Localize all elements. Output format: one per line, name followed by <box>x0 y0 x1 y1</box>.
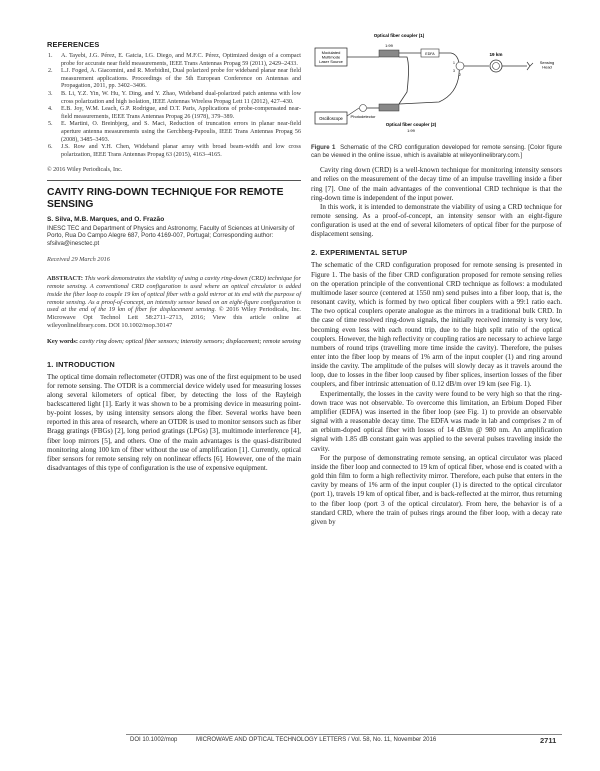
paragraph: The schematic of the CRD configuration proposed for remote sensing is presented in Figure 1. The basis of the fiber CRD configuration proposed for remote sensing relies on the operation principle of the conventional CRD technique as follows: a modulated multimode laser source (centered at 1550 nm) send pulses into a fiber loop, that is, the resonant cavity, which is formed by two optical fiber couplers with a 99:1 ratio each. The two optical couplers operate analogue as the mirrors in a traditional bulk CRD. In the case of time resolved ring-down signals, the initially received intensity is very low, becoming even less with each round trip, due to the high split ratio of the optical couplers. However, the high reflectivity or coupling ratios are necessary to achieve large numbers of round trips (travelling more time inside the cavity). Therefore, the pulses enter into the fiber loop by means of 1% arm of the input coupler (1) and ring around inside the cavity. The amplitude of the pulses will slowly decay as it travels around the loop, due to losses in the fiber loop caused by fiber splices, insertion losses of the fiber couplers, and fiber intrinsic attenuation of 0.12 dB/m over 19 km (see Fig. 1). <box>311 261 562 389</box>
reference-item <box>47 121 301 144</box>
received-date: Received 29 March 2016 <box>47 256 110 264</box>
coupler-2-ratio: 1:99 <box>407 128 415 133</box>
sensing-head-icon <box>527 62 533 70</box>
setup-body <box>311 261 562 527</box>
reference-text: B. Li, Y.Z. Yin, W. Hu, Y. Ding, and Y. Zhao, Wideband dual-polarized patch antenna with low cross polarization and high isolation, IEEE Antennas Wireless Propag Lett 11 (2012), 427–430. <box>61 90 301 105</box>
circulator-symbol <box>456 62 464 70</box>
reference-number: 1. <box>48 53 53 59</box>
figure-caption-label: Figure 1 <box>311 144 336 151</box>
fiber-spool-icon <box>490 60 502 72</box>
edfa-label: EDFA <box>425 52 435 56</box>
reference-number: 3. <box>48 90 53 97</box>
reference-item <box>47 106 301 121</box>
schematic-diagram <box>311 30 562 138</box>
references-copyright: © 2016 Wiley Periodicals, Inc. <box>47 167 123 174</box>
fiber-length-label: 19 km <box>489 52 503 57</box>
introduction-paragraph: The optical time domain reflectometer (OTDR) was one of the first equipment to be used for remote sensing. The OTDR is a commercial device widely used for measuring losses along several kilometers of optical fiber, by detecting the loss of the Rayleigh backscattered light [1]. Early it was shown to be a promising device in measuring point-by-point losses, by using intensity sensors along the fiber. Several works have been reported in this area of research, where an OTDR is used to monitor sensors such as fiber Bragg gratings (FBGs) [2], long period gratings (LPGs) [3], multimode interference [4], fiber loop mirrors [5], and others. One of the main advantages is the quasi-distributed monitoring along 100 km of fiber without the use of amplification [1]. Currently, optical fiber sensors for remote sensing rely on nonlinear effects [6]. However, one of the main disadvantages of this type of configuration is the use of expensive equipment. <box>47 372 301 473</box>
photodetector-icon <box>360 105 367 112</box>
figure-caption-text: Schematic of the CRD configuration developed for remote sensing. [Color figure can be viewed in the online issue, which is available at wileyonlinelibrary.com.] <box>311 144 563 159</box>
figure-1 <box>311 30 562 138</box>
reference-text: A. Tayebi, J.G. Pérez, E. Gatcia, I.G. Diego, and M.F.C. Pérez, Optimized design of a compact probe for accurate near field measurements, IEEE Trans Antennas Propag 59 (2011), 2429–2433. <box>61 53 301 67</box>
reference-item <box>47 91 301 106</box>
keywords <box>47 338 301 346</box>
article-affiliation: INESC TEC and Department of Physics and Astronomy, Faculty of Sciences at University of Porto, Rua Do Campo Alegre 687, Porto 4169-007, Portugal; Corresponding author: sfsilva@inesctec.pt <box>47 224 295 247</box>
footer-journal: MICROWAVE AND OPTICAL TECHNOLOGY LETTERS / Vol. 58, No. 11, November 2016 <box>196 737 437 743</box>
coupler-1 <box>379 50 399 57</box>
reference-text: J.S. Row and Y.H. Chen, Wideband planar array with broad beam-width and low cross polarization, IEEE Trans Antennas Propag 63 (2015), 4163–4165. <box>61 144 301 158</box>
footer-rule <box>126 734 562 735</box>
divider <box>47 180 301 181</box>
sensing-head-label: Sensing Head <box>539 60 555 70</box>
references-heading: REFERENCES <box>47 40 100 49</box>
page-number: 2711 <box>540 736 557 745</box>
laser-label: Modulated Multimode Laser Source <box>319 50 343 65</box>
reference-item <box>47 68 301 91</box>
circulator-port-label: 1 <box>453 61 455 65</box>
paragraph: For the purpose of demonstrating remote sensing, an optical circulator was placed inside the fiber loop and connected to 19 km of optical fiber, whose end is coated with a gold thin film to form a high reflectivity mirror. Therefore, each pulse that enters in the cavity by means of 1% arm of the input coupler (1) is directed to the optical circulator (port 1), travels 19 km of optical fiber, and is back-reflected at the mirror, thus returning to the fiber loop (port 3 of the optical circulator). From here, the behavior is of a standard CRD, where the train of pulses rings around the fiber loop, with a decay rate given by <box>311 453 562 526</box>
paragraph: Experimentally, the losses in the cavity were found to be very high so that the ring-down trace was not observable. To overcome this limitation, an Erbium Doped Fiber amplifier (EDFA) was inserted in the fiber loop (see Fig. 1) to provide an observable signal with a reasonable decay time. The EDFA was made in lab and comprises 2 m of an erbium-doped optical fiber with losses of 14 dB/m @ 980 nm. An amplification signal with 1.85 dB constant gain was applied to the several pulses traveling inside the cavity. <box>311 389 562 453</box>
right-intro-body <box>311 166 562 239</box>
coupler-1-ratio: 1:99 <box>385 43 393 48</box>
reference-list <box>47 53 301 159</box>
photodetector-label: Photodetector <box>350 114 376 119</box>
keywords-text: cavity ring down; optical fiber sensors; intensity sensors; displacement; remote sensing <box>79 337 301 345</box>
keywords-label: Key words: <box>47 337 78 345</box>
reference-number: 6. <box>48 144 53 151</box>
coupler-2-label: Optical fiber coupler (2) <box>385 122 437 127</box>
footer-doi: DOI 10.1002/mop <box>130 737 178 743</box>
fiber-spool-inner <box>493 63 500 70</box>
figure-caption <box>311 144 562 159</box>
reference-number: 2. <box>48 68 53 75</box>
circulator-port-label: 3 <box>453 69 455 73</box>
reference-text: L.J. Foged, A. Giacomini, and R. Morbidini, Dual polarized probe for wideband planar near field measurement applications. Proceedings of the 5th European Conference on Antennas and Propagation, 2011, pp. 3402–3406. <box>61 68 301 90</box>
reference-text: E.B. Joy, W.M. Leach, G.P. Rodrigue, and D.T. Paris, Applications of probe-compensated near-field measurements, IEEE Trans Antennas Propag 26 (1978), 379–389. <box>61 106 301 120</box>
paragraph: Cavity ring down (CRD) is a well-known technique for monitoring intensity sensors and relies on the measurement of the decay time of an impulse travelling inside a fiber ring [7]. One of the main advantages of the conventional CRD technique is that the ring-down time is independent of the input power. <box>311 166 562 202</box>
article-authors: S. Silva, M.B. Marques, and O. Frazão <box>47 215 165 223</box>
introduction-heading: 1. INTRODUCTION <box>47 359 115 369</box>
reference-number: 5. <box>48 121 53 128</box>
abstract-tail: © 2016 Wiley Periodicals, Inc. Microwave Opt Technol Lett 58:2711–2713, 2016; View this article online at wileyonlinelibrary.com. DOI 10.1002/mop.30147 <box>47 306 301 329</box>
oscilloscope-label: Oscilloscope <box>319 116 343 121</box>
article-title: CAVITY RING-DOWN TECHNIQUE FOR REMOTE SENSING <box>47 186 284 210</box>
circulator-port-label: 2 <box>459 73 461 77</box>
left-column <box>47 40 301 473</box>
reference-number: 4. <box>48 106 53 113</box>
reference-item <box>47 144 301 159</box>
setup-heading: 2. EXPERIMENTAL SETUP <box>311 248 408 258</box>
right-column <box>311 30 562 527</box>
reference-item <box>47 53 301 68</box>
reference-text: E. Martini, O. Breinbjerg, and S. Maci, Reduction of truncation errors in planar near-field aperture antenna measurements using the Gerchberg-Papoulis, IEEE Trans Antennas Propag 56 (2008), 3485–3493. <box>61 121 301 143</box>
page-footer <box>0 737 600 747</box>
abstract <box>47 275 301 330</box>
coupler-1-label: Optical fiber coupler (1) <box>373 33 425 38</box>
fiber-loop <box>399 53 421 104</box>
abstract-label: ABSTRACT: <box>47 275 83 283</box>
coupler-2 <box>379 104 399 111</box>
abstract-text: This work demonstrates the viability of using a cavity ring-down (CRD) technique for remote sensing. A conventional CRD configuration is used where an optical circulator is added inside the fiber loop to couple 19 km of optical fiber with a gold mirror at its end with the purpose of remote sensing. As a proof-of-concept, an intensity sensor based on an eight-figure configuration is used at the end of the 19 km of fiber for displacement sensing. <box>47 275 302 314</box>
introduction-body <box>47 373 301 474</box>
paragraph: In this work, it is intended to demonstrate the viability of using a CRD technique for remote sensing. As a proof-of-concept, an intensity sensor with an eight-figure configuration is used at the end of several kilometers of optical fiber for the purpose of displacement sensing. <box>311 202 562 239</box>
